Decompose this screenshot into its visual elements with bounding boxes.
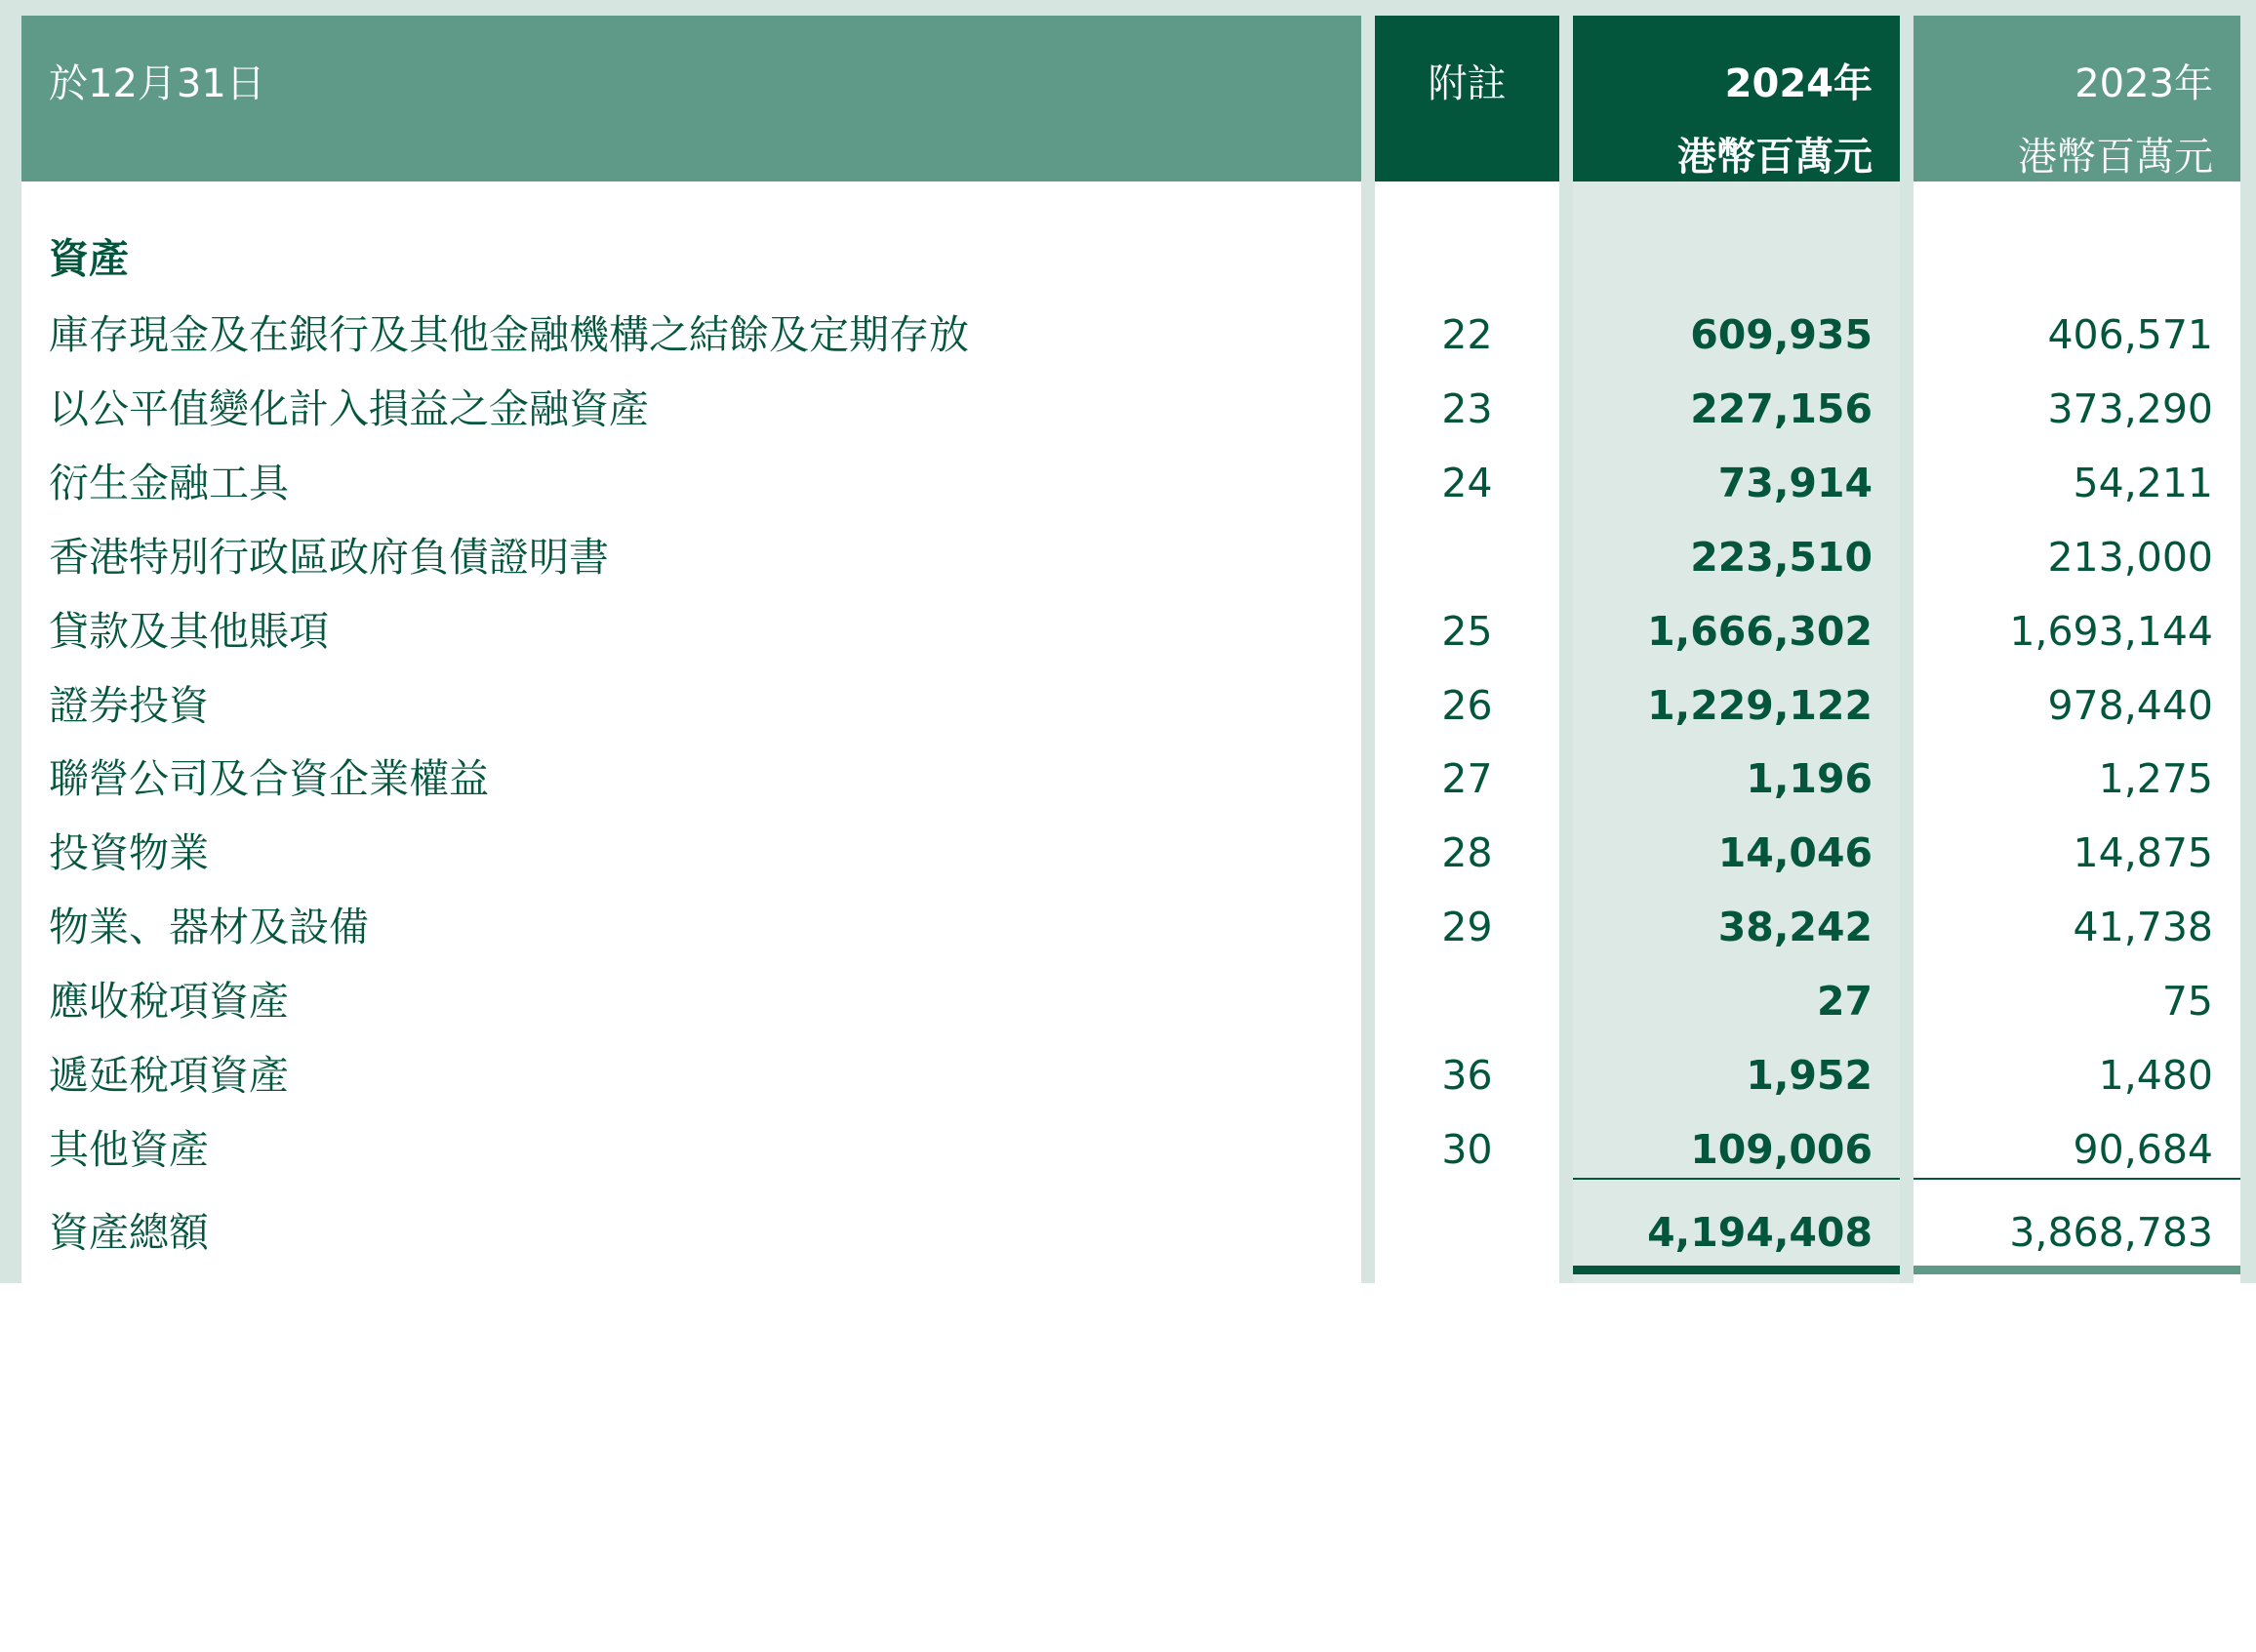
row-prior-value: 1,693,144: [2009, 608, 2213, 655]
table-row: [0, 520, 2256, 594]
row-current-value: 1,666,302: [1647, 608, 1873, 655]
table-row: [0, 594, 2256, 668]
row-prior-value: 978,440: [2047, 682, 2213, 729]
row-label: 以公平值變化計入損益之金融資產: [49, 385, 649, 432]
header-prior-year-cell: [1914, 16, 2240, 181]
row-label: 香港特別行政區政府負債證明書: [49, 534, 609, 581]
header-date-label: 於12月31日: [49, 61, 265, 106]
row-label: 證券投資: [49, 682, 209, 729]
row-current-value: 27: [1816, 978, 1873, 1025]
table-row: [0, 964, 2256, 1038]
row-label: 衍生金融工具: [49, 460, 289, 506]
row-prior-value: 14,875: [2073, 829, 2213, 876]
table-row: [0, 1112, 2256, 1187]
row-current-value: 1,196: [1746, 755, 1873, 802]
header-note-label: 附註: [1428, 61, 1507, 106]
row-current-value: 14,046: [1717, 829, 1873, 876]
header-prior-unit: 港幣百萬元: [2018, 135, 2213, 180]
header-note-cell: [1375, 16, 1559, 181]
row-current-value: 73,914: [1717, 460, 1873, 506]
row-current-value: 38,242: [1717, 904, 1873, 950]
table-row: [0, 298, 2256, 372]
row-note: 22: [1441, 311, 1493, 358]
row-label: 投資物業: [49, 829, 209, 876]
row-label: 聯營公司及合資企業權益: [49, 755, 489, 802]
row-label: 庫存現金及在銀行及其他金融機構之結餘及定期存放: [49, 311, 969, 358]
row-current-value: 609,935: [1690, 311, 1873, 358]
row-note: 26: [1441, 682, 1493, 729]
row-note: 23: [1441, 385, 1493, 432]
total-label: 資產總額: [49, 1209, 209, 1256]
total-bottom-rule-current: [1573, 1266, 1900, 1274]
table-row: [0, 372, 2256, 446]
row-label: 貸款及其他賬項: [49, 608, 329, 655]
row-note: 27: [1441, 755, 1493, 802]
row-current-value: 223,510: [1690, 534, 1873, 581]
total-prior-value: 3,868,783: [2009, 1209, 2213, 1256]
row-note: 29: [1441, 904, 1493, 950]
header-prior-year: 2023年: [2075, 61, 2213, 106]
total-current-value: 4,194,408: [1647, 1209, 1873, 1256]
row-current-value: 109,006: [1690, 1126, 1873, 1173]
row-prior-value: 90,684: [2073, 1126, 2213, 1173]
total-row: [0, 1195, 2256, 1269]
row-prior-value: 41,738: [2073, 904, 2213, 950]
table-row: [0, 816, 2256, 890]
header-current-year-cell: [1573, 16, 1900, 181]
row-current-value: 1,229,122: [1647, 682, 1873, 729]
header-current-unit: 港幣百萬元: [1677, 135, 1873, 180]
row-prior-value: 54,211: [2073, 460, 2213, 506]
row-prior-value: 1,275: [2098, 755, 2213, 802]
header-current-year: 2024年: [1724, 61, 1873, 106]
row-note: 24: [1441, 460, 1493, 506]
row-label: 其他資產: [49, 1126, 209, 1173]
total-bottom-rule-prior: [1914, 1266, 2240, 1274]
row-note: 30: [1441, 1126, 1493, 1173]
section-title: 資產: [49, 235, 129, 282]
row-prior-value: 406,571: [2047, 311, 2213, 358]
header-label-cell: [21, 16, 1361, 181]
row-note: 25: [1441, 608, 1493, 655]
total-top-rule-prior: [1914, 1178, 2240, 1180]
table-row: [0, 446, 2256, 520]
row-label: 物業、器材及設備: [49, 904, 369, 950]
row-prior-value: 213,000: [2047, 534, 2213, 581]
row-current-value: 1,952: [1746, 1052, 1873, 1099]
row-note: 36: [1441, 1052, 1493, 1099]
table-row: [0, 742, 2256, 816]
table-row: [0, 890, 2256, 964]
row-label: 應收稅項資產: [49, 978, 289, 1025]
row-note: 28: [1441, 829, 1493, 876]
row-prior-value: 75: [2161, 978, 2213, 1025]
row-current-value: 227,156: [1690, 385, 1873, 432]
total-top-rule-current: [1573, 1178, 1900, 1180]
table-row: [0, 668, 2256, 743]
row-prior-value: 373,290: [2047, 385, 2213, 432]
table-row: [0, 1038, 2256, 1112]
row-label: 遞延稅項資產: [49, 1052, 289, 1099]
row-prior-value: 1,480: [2098, 1052, 2213, 1099]
